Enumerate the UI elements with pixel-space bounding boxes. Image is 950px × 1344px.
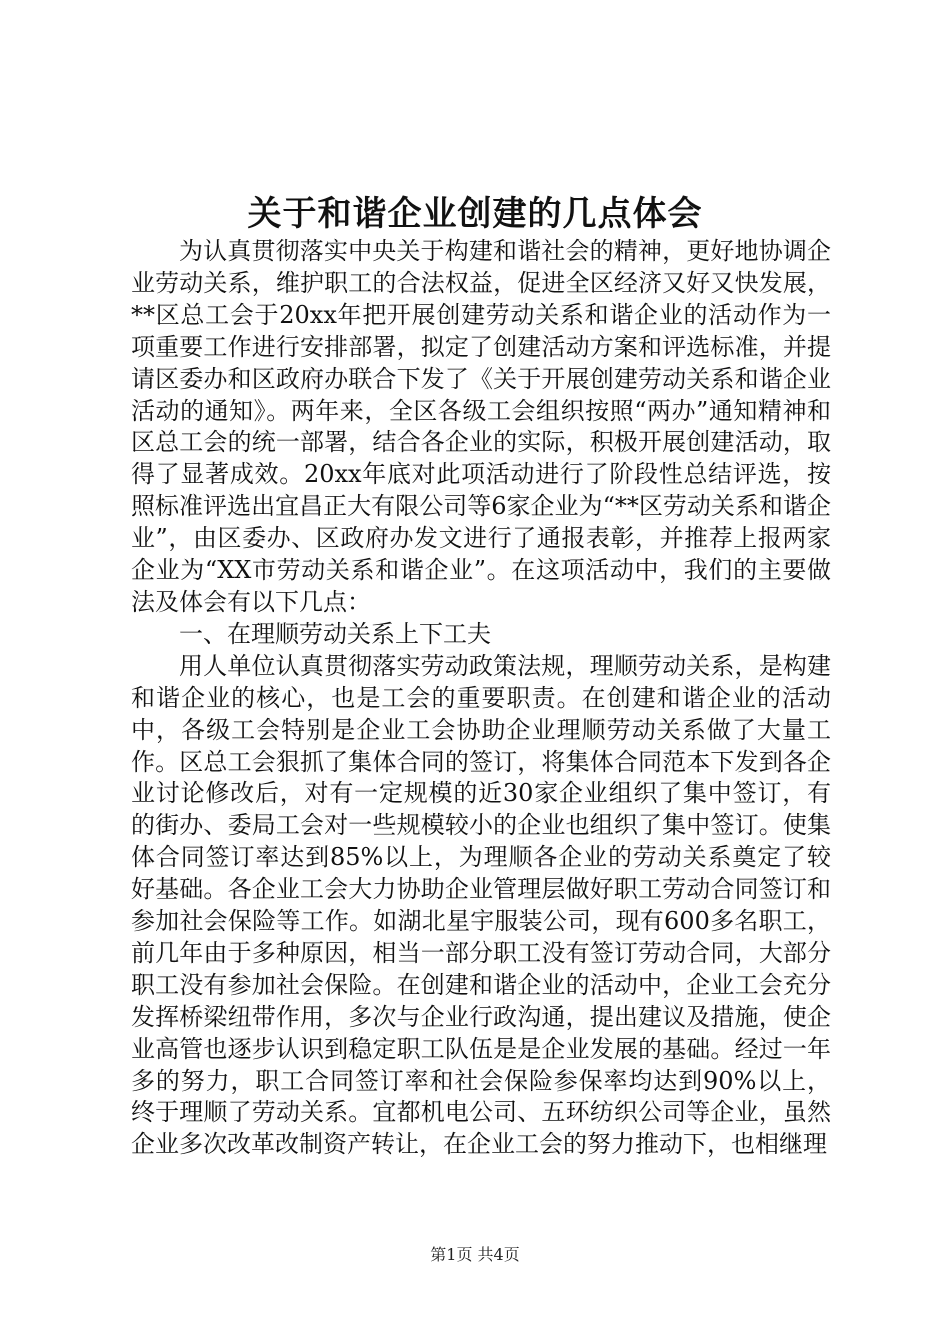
paragraph-section-1: 用人单位认真贯彻落实劳动政策法规，理顺劳动关系，是构建和谐企业的核心，也是工会的重要职责。在创建和谐企业的活动中，各级工会特别是企业工会协助企业理顺劳动关系做了大量工作。区总工会狠抓了集体合同的签订，将集体合同范本下发到各企业讨论修改后，对有一定规模的近30家企业组织了集中签订，有的街办、委局工会对一些规模较小的企业也组织了集中签订。使集体合同签订率达到85%以上，为理顺各企业的劳动关系奠定了较好基础。各企业工会大力协助企业管理层做好职工劳动合同签订和参加社会保险等工作。如湖北星宇服装公司，现有600多名职工，前几年由于多种原因，相当一部分职工没有签订劳动合同，大部分职工没有参加社会保险。在创建和谐企业的活动中，企业工会充分发挥桥梁纽带作用，多次与企业行政沟通，提出建议及措施，使企业高管也逐步认识到稳定职工队伍是是企业发展的基础。经过一年多的努力，职工合同签订率和社会保险参保率均达到90%以上，终于理顺了劳动关系。宜都机电公司、五环纺织公司等企业，虽然企业多次改革改制资产转让，在企业工会的努力推动下，也相继理 [131,651,831,1159]
section-heading-1: 一、在理顺劳动关系上下工夫 [179,619,491,648]
document-body [131,236,831,1161]
page-number: 第1页 共4页 [430,1245,520,1264]
document-title: 关于和谐企业创建的几点体会 [247,194,703,234]
paragraph-intro: 为认真贯彻落实中央关于构建和谐社会的精神，更好地协调企业劳动关系，维护职工的合法权益，促进全区经济又好又快发展，**区总工会于20xx年把开展创建劳动关系和谐企业的活动作为一项重要工作进行安排部署，拟定了创建活动方案和评选标准，并提请区委办和区政府办联合下发了《关于开展创建劳动关系和谐企业活动的通知》。两年来，全区各级工会组织按照“两办”通知精神和区总工会的统一部署，结合各企业的实际，积极开展创建活动，取得了显著成效。20xx年底对此项活动进行了阶段性总结评选，按照标准评选出宜昌正大有限公司等6家企业为“**区劳动关系和谐企业”，由区委办、区政府办发文进行了通报表彰，并推荐上报两家企业为“XX市劳动关系和谐企业”。在这项活动中，我们的主要做法及体会有以下几点： [131,237,831,616]
